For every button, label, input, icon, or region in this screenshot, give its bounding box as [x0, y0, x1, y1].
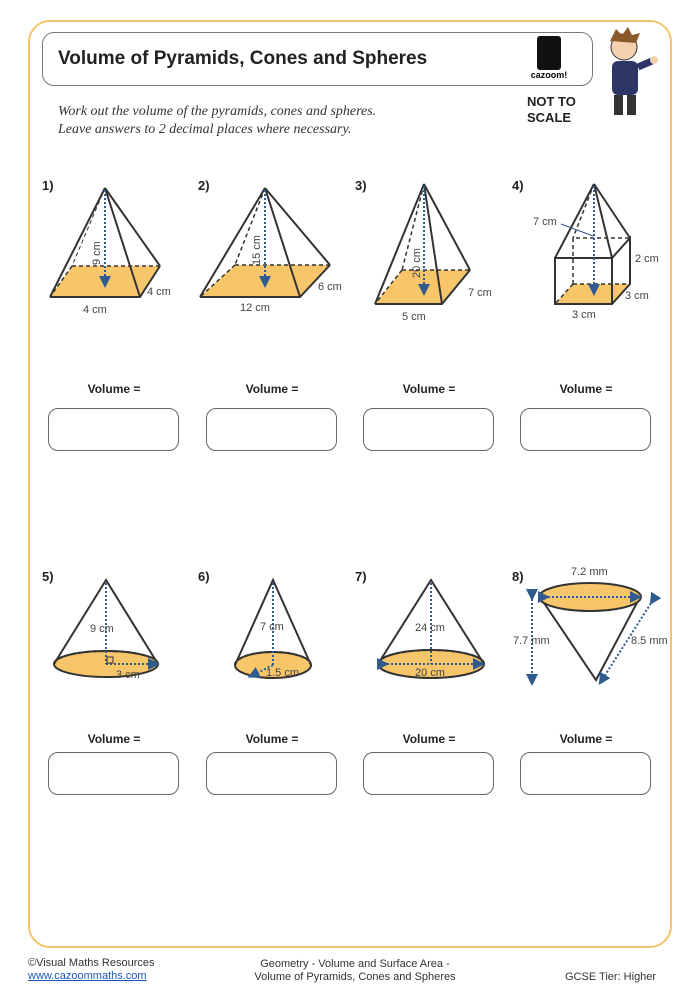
answer-box-2[interactable] — [206, 408, 337, 451]
volume-label: Volume = — [402, 732, 456, 746]
svg-text:20 cm: 20 cm — [415, 667, 445, 679]
svg-text:3 cm: 3 cm — [572, 309, 596, 321]
svg-text:3 cm: 3 cm — [625, 290, 649, 302]
not-to-scale-note: NOT TO SCALE — [527, 94, 576, 125]
volume-label: Volume = — [87, 732, 141, 746]
question-number: 2) — [198, 178, 210, 193]
footer-tier: GCSE Tier: Higher — [565, 971, 657, 983]
svg-text:9 cm: 9 cm — [91, 241, 103, 265]
cuboid-with-pyramid-figure — [525, 178, 670, 323]
svg-text:9 cm: 9 cm — [90, 623, 114, 635]
svg-text:5 cm: 5 cm — [402, 311, 426, 323]
question-number: 5) — [42, 569, 54, 584]
svg-text:4 cm: 4 cm — [83, 304, 107, 316]
answer-box-7[interactable] — [363, 752, 494, 795]
svg-text:1.5 cm: 1.5 cm — [266, 667, 300, 679]
question-number: 3) — [355, 178, 367, 193]
svg-text:8.5 mm: 8.5 mm — [631, 635, 668, 647]
svg-text:7 cm: 7 cm — [468, 287, 492, 299]
svg-text:6 cm: 6 cm — [318, 281, 342, 293]
svg-text:7.7 mm: 7.7 mm — [513, 635, 550, 647]
svg-text:3 cm: 3 cm — [116, 669, 140, 681]
instructions: Work out the volume of the pyramids, cones and spheres. Leave answers to 2 decimal places where necessary. — [58, 104, 377, 137]
volume-label: Volume = — [87, 382, 141, 396]
svg-text:4 cm: 4 cm — [147, 286, 171, 298]
svg-text:15 cm: 15 cm — [251, 235, 263, 265]
page-border — [28, 20, 672, 948]
answer-box-5[interactable] — [48, 752, 179, 795]
cazoom-logo: cazoom! — [523, 36, 575, 84]
answer-box-8[interactable] — [520, 752, 651, 795]
page-title: Volume of Pyramids, Cones and Spheres — [58, 48, 428, 69]
mascot-illustration — [598, 25, 660, 121]
rectangular-pyramid-figure — [360, 178, 510, 328]
footer-left — [28, 957, 155, 983]
svg-text:20 cm: 20 cm — [411, 248, 423, 278]
question-number: 1) — [42, 178, 54, 193]
cone-figure — [230, 575, 320, 685]
answer-box-1[interactable] — [48, 408, 179, 451]
volume-label: Volume = — [559, 382, 613, 396]
svg-text:7 cm: 7 cm — [533, 216, 557, 228]
cone-figure — [375, 575, 490, 685]
question-number: 7) — [355, 569, 367, 584]
rectangular-pyramid-figure — [195, 180, 355, 320]
svg-text:24 cm: 24 cm — [415, 622, 445, 634]
cone-figure — [50, 575, 170, 685]
footer-topic: Geometry - Volume and Surface Area - Volume of Pyramids, Cones and Spheres — [254, 958, 456, 983]
copyright: ©Visual Maths Resources — [28, 957, 155, 969]
website-link[interactable]: www.cazoommaths.com — [28, 970, 147, 982]
volume-label: Volume = — [245, 732, 299, 746]
volume-label: Volume = — [402, 382, 456, 396]
question-number: 8) — [512, 569, 524, 584]
question-number: 6) — [198, 569, 210, 584]
svg-text:7.2 mm: 7.2 mm — [571, 566, 608, 578]
question-number: 4) — [512, 178, 524, 193]
svg-text:7 cm: 7 cm — [260, 621, 284, 633]
volume-label: Volume = — [559, 732, 613, 746]
answer-box-4[interactable] — [520, 408, 651, 451]
square-pyramid-figure — [40, 180, 190, 320]
volume-label: Volume = — [245, 382, 299, 396]
inverted-cone-figure — [510, 560, 670, 690]
answer-box-6[interactable] — [206, 752, 337, 795]
answer-box-3[interactable] — [363, 408, 494, 451]
svg-text:12 cm: 12 cm — [240, 302, 270, 314]
svg-text:2 cm: 2 cm — [635, 253, 659, 265]
